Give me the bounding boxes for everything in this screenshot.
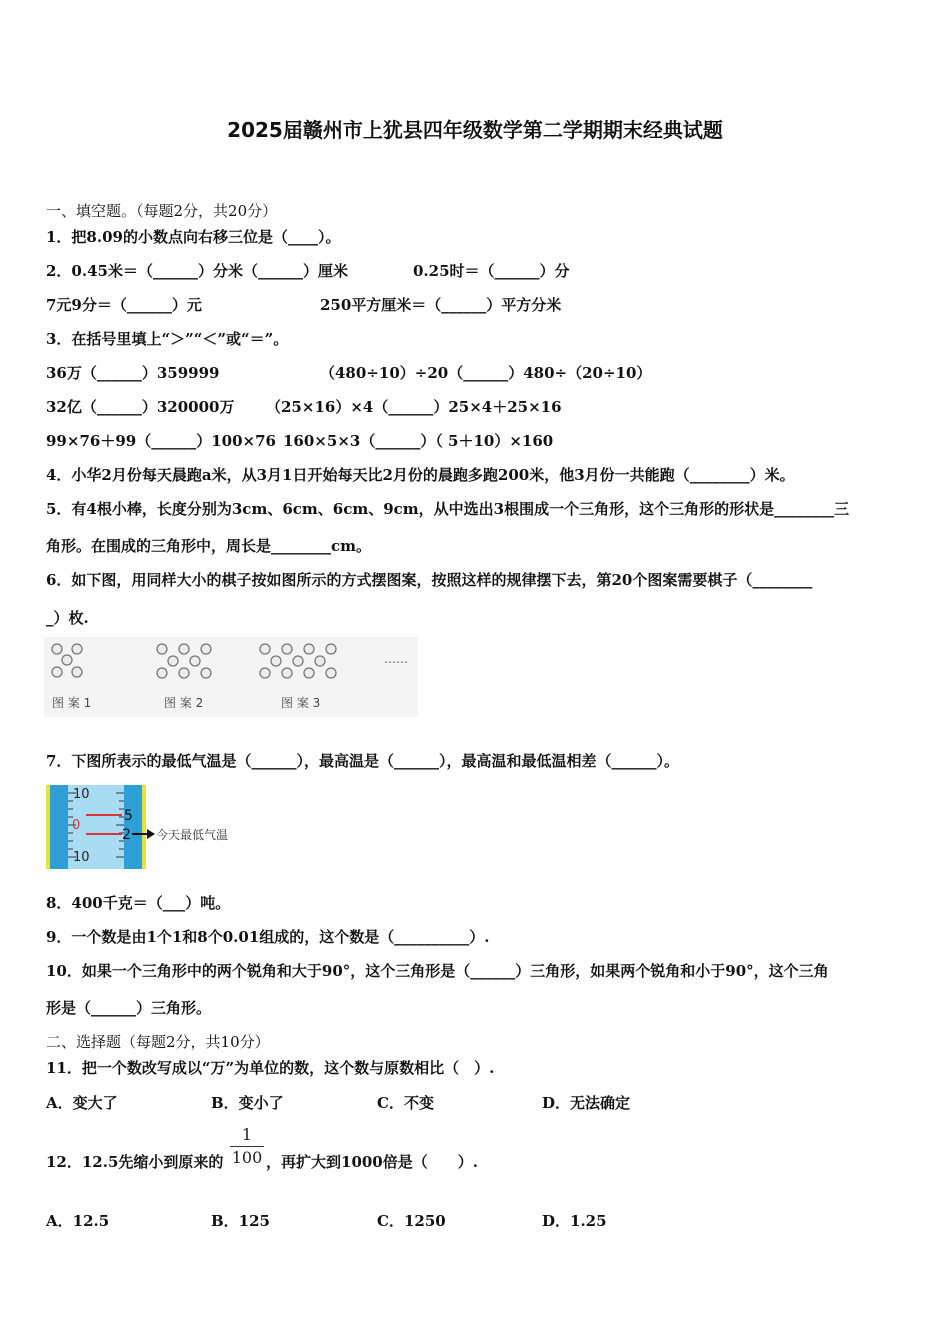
question-10-line-1: 10．如果一个三角形中的两个锐角和大于90°，这个三角形是（______）三角形，如果两个锐角和小于90°，这个三角 [46, 962, 829, 980]
chess-piece [326, 644, 336, 654]
chess-piece [282, 644, 292, 654]
chess-piece [293, 656, 303, 666]
pattern-label-1: 图 案 1 [52, 696, 92, 710]
chess-piece [72, 667, 82, 677]
question-3-row-1b: （480÷10）÷20（______）480÷（20÷10） [320, 364, 652, 382]
question-3-row-3a: 99×76＋99（______）100×76 [46, 432, 276, 450]
scale-label-10-bottom: 10 [73, 850, 90, 865]
q11-option-a: A．变大了 [46, 1094, 118, 1112]
chess-piece [271, 656, 281, 666]
question-6-line-1: 6．如下图，用同样大小的棋子按如图所示的方式摆图案，按照这样的规律摆下去，第20个图案需要棋子（________ [46, 571, 813, 589]
question-3-row-2b: （25×16）×4（______）25×4＋25×16 [266, 398, 562, 416]
q12-option-d: D．1.25 [542, 1212, 607, 1230]
chess-piece [52, 644, 62, 654]
high-temp-label: 5 [124, 808, 133, 824]
chess-piece [179, 644, 189, 654]
question-12-prefix: 12．12.5先缩小到原来的 [46, 1153, 224, 1171]
question-5-line-1: 5．有4根小棒，长度分别为3cm、6cm、6cm、9cm，从中选出3根围成一个三角形，这个三角形的形状是________三 [46, 500, 850, 518]
pattern-label-2: 图 案 2 [164, 696, 204, 710]
chess-piece [62, 655, 72, 665]
scale-label-10-top: 10 [73, 787, 90, 802]
question-2-part-c: 7元9分＝（______）元 [46, 296, 202, 314]
q12-option-a: A．12.5 [46, 1212, 110, 1230]
chess-piece [304, 668, 314, 678]
pattern-label-3: 图 案 3 [281, 696, 321, 710]
chess-piece [326, 668, 336, 678]
question-3-row-3b: 160×5×3（______）（ 5＋10）×160 [283, 432, 554, 450]
chess-piece [282, 668, 292, 678]
pattern-ellipsis: …… [384, 652, 408, 666]
question-11: 11．把一个数改写成以“万”为单位的数，这个数与原数相比（ ）. [46, 1059, 495, 1077]
chess-piece [201, 668, 211, 678]
question-3: 3．在括号里填上“＞”“＜”或“＝”。 [46, 330, 289, 348]
question-3-row-2a: 32亿（______）320000万 [46, 398, 235, 416]
question-7: 7．下图所表示的最低气温是（______），最高温是（______），最高温和最低温相差（______）。 [46, 752, 679, 770]
chess-piece [315, 656, 325, 666]
chess-piece [304, 644, 314, 654]
question-4: 4．小华2月份每天晨跑a米，从3月1日开始每天比2月份的晨跑多跑200米，他3月份一共能跑（________）米。 [46, 466, 795, 484]
question-12-suffix: ，再扩大到1000倍是（ ）. [266, 1153, 478, 1171]
section-1-heading: 一、填空题。（每题2分，共20分） [46, 202, 278, 220]
q12-option-c: C．1250 [377, 1212, 446, 1230]
question-5-line-2: 角形。在围成的三角形中，周长是________cm。 [46, 537, 372, 555]
fraction-denominator: 100 [231, 1148, 263, 1167]
question-8: 8．400千克＝（___）吨。 [46, 894, 231, 912]
chess-piece [190, 656, 200, 666]
question-6-line-2: _）枚. [46, 609, 89, 627]
fraction-one-hundredth [230, 1126, 264, 1167]
question-1: 1．把8.09的小数点向右移三位是（____）。 [46, 228, 341, 246]
section-2-heading: 二、选择题（每题2分，共10分） [46, 1033, 270, 1051]
arrow-head-icon [147, 829, 155, 839]
fraction-bar [230, 1146, 264, 1147]
page-title: 2025届赣州市上犹县四年级数学第二学期期末经典试题 [227, 118, 723, 142]
q11-option-c: C．不变 [377, 1094, 434, 1112]
question-2-part-a: 2．0.45米＝（______）分米（______）厘米 [46, 262, 348, 280]
question-9: 9．一个数是由1个1和8个0.01组成的，这个数是（__________）. [46, 928, 490, 946]
question-2-part-b: 0.25时＝（______）分 [413, 262, 570, 280]
arrow-caption: 今天最低气温 [156, 828, 229, 842]
question-10-line-2: 形是（______）三角形。 [46, 999, 212, 1017]
chess-piece [260, 644, 270, 654]
chess-piece [72, 644, 82, 654]
chess-piece [168, 656, 178, 666]
chess-piece [201, 644, 211, 654]
chess-pattern-figure [44, 637, 418, 717]
question-2-part-d: 250平方厘米＝（______）平方分米 [320, 296, 562, 314]
thermometer-figure [46, 785, 238, 869]
low-temp-label: 2 [122, 827, 131, 843]
q12-option-b: B．125 [211, 1212, 270, 1230]
q11-option-b: B．变小了 [211, 1094, 284, 1112]
chess-piece [157, 644, 167, 654]
scale-label-zero: 0 [72, 818, 81, 833]
q11-option-d: D．无法确定 [542, 1094, 631, 1112]
fraction-numerator: 1 [241, 1125, 253, 1144]
question-3-row-1a: 36万（______）359999 [46, 364, 220, 382]
figure-background [44, 637, 418, 717]
chess-piece [179, 668, 189, 678]
chess-piece [260, 668, 270, 678]
chess-piece [157, 668, 167, 678]
chess-piece [52, 667, 62, 677]
